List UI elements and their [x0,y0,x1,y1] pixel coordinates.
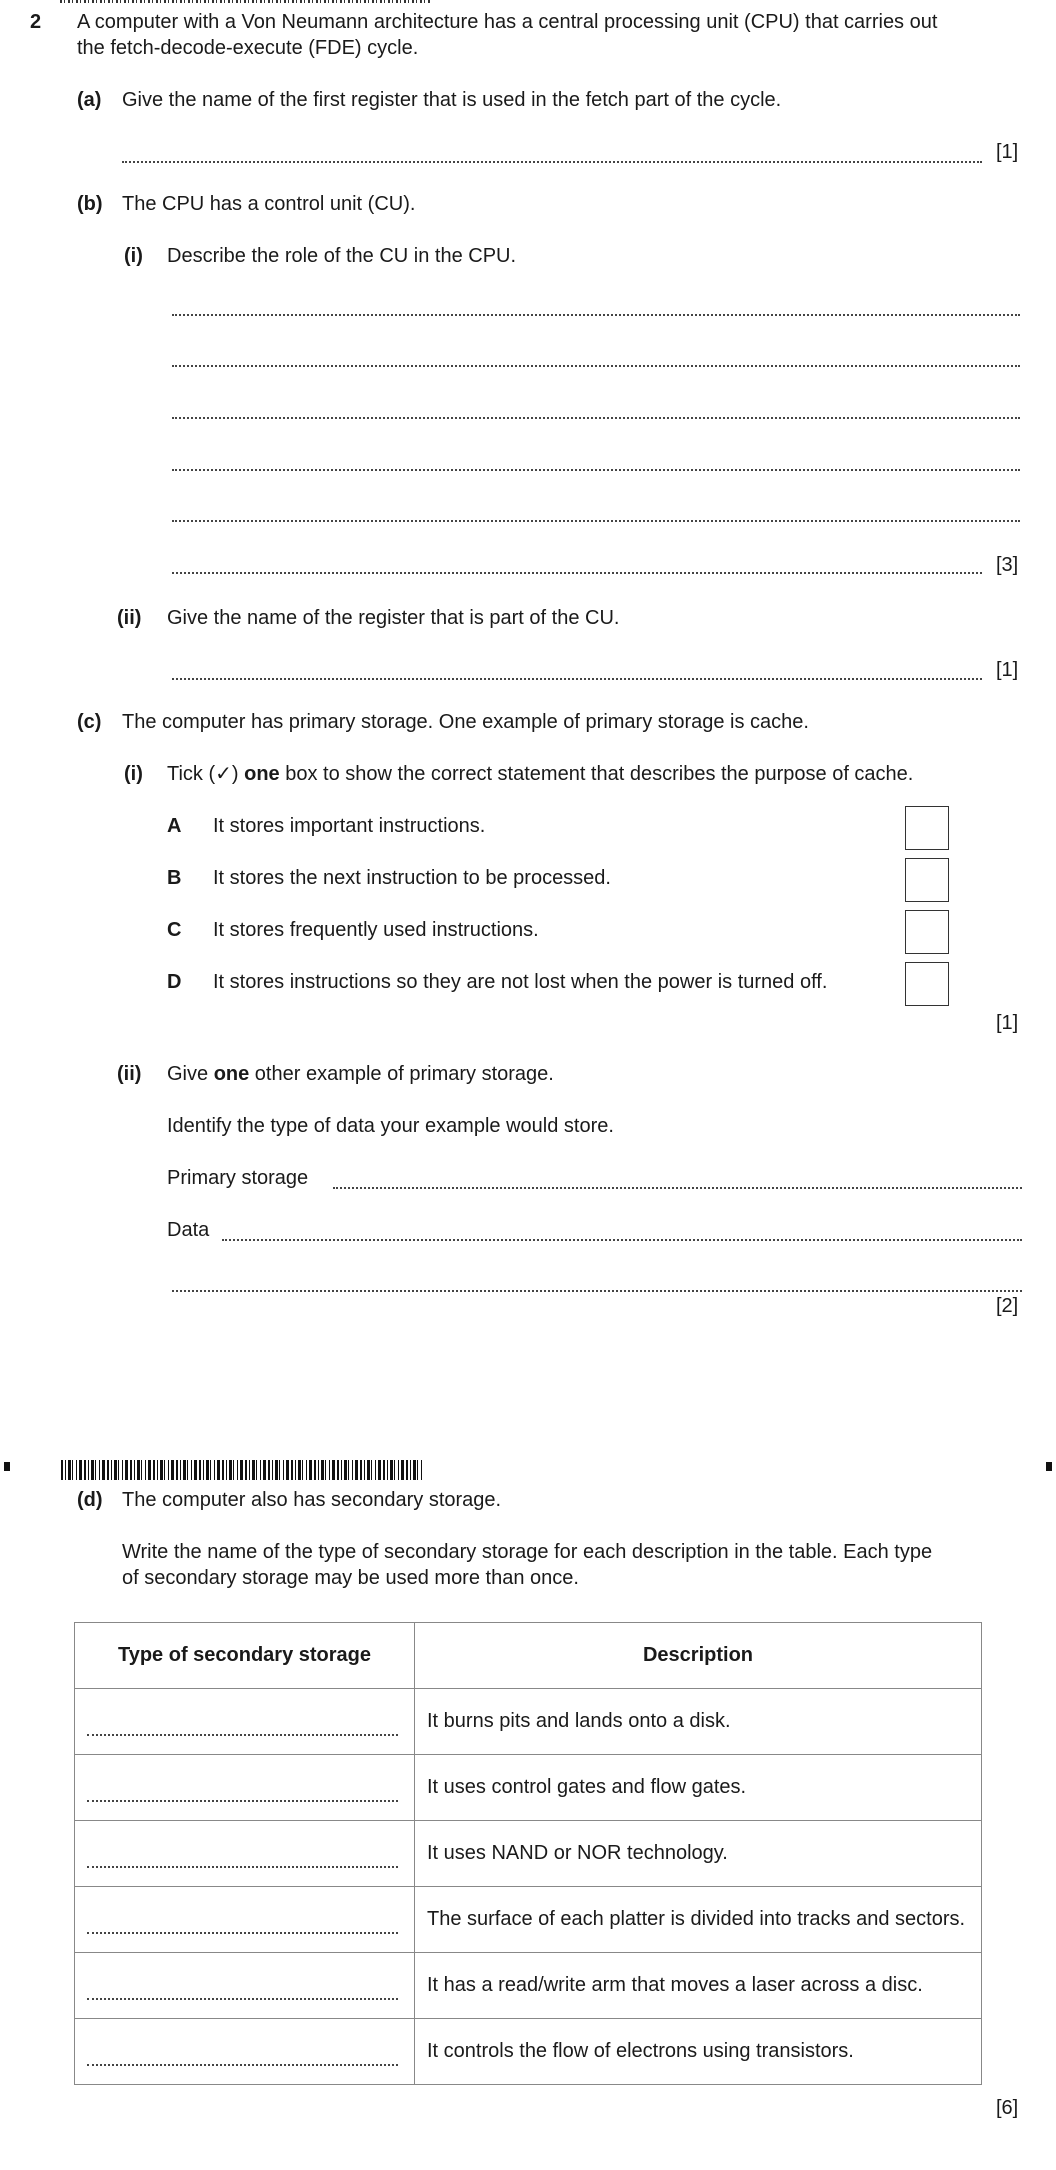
type-answer-cell[interactable] [75,1887,415,1953]
description-cell: It uses control gates and flow gates. [415,1755,982,1821]
part-c-i-marks: [1] [996,1012,1019,1034]
description-cell: The surface of each platter is divided into tracks and sectors. [415,1887,982,1953]
part-d-text2-line1: Write the name of the type of secondary storage for each description in the table. Each type [122,1541,933,1563]
table-row [75,2019,982,2085]
option-d-tick-box[interactable] [905,962,949,1006]
part-b-i-label: (i) [124,245,143,267]
description-cell: It burns pits and lands onto a disk. [415,1689,982,1755]
type-answer-cell[interactable] [75,1821,415,1887]
part-c-i-label: (i) [124,763,143,785]
type-answer-cell[interactable] [75,1689,415,1755]
part-b-i-answer-line-6[interactable] [172,572,982,574]
part-a-marks: [1] [996,141,1019,163]
part-b-i-answer-line-4[interactable] [172,469,1020,471]
part-b-i-answer-line-5[interactable] [172,520,1020,522]
table-row [75,1887,982,1953]
option-c-text: It stores frequently used instructions. [213,919,539,941]
option-b-letter: B [167,867,182,889]
part-c-ii-marks: [2] [996,1295,1019,1317]
part-b-text: The CPU has a control unit (CU). [122,193,416,215]
question-number: 2 [30,11,42,33]
part-c-ii-label: (ii) [117,1063,142,1085]
table-row [75,1689,982,1755]
option-b-text: It stores the next instruction to be processed. [213,867,611,889]
table-header-row [75,1623,982,1689]
part-c-label: (c) [77,711,102,733]
type-answer-cell[interactable] [75,1953,415,2019]
primary-storage-answer-line[interactable] [333,1187,1022,1189]
description-cell: It controls the flow of electrons using transistors. [415,2019,982,2085]
type-answer-line[interactable] [87,1932,398,1934]
option-a-text: It stores important instructions. [213,815,486,837]
part-b-i-answer-line-1[interactable] [172,314,1020,316]
option-a-letter: A [167,815,182,837]
page-barcode [61,1460,423,1480]
type-answer-line[interactable] [87,1734,398,1736]
type-answer-line[interactable] [87,2064,398,2066]
part-c-text: The computer has primary storage. One example of primary storage is cache. [122,711,809,733]
part-a-text: Give the name of the first register that is used in the fetch part of the cycle. [122,89,782,111]
primary-storage-label: Primary storage [167,1167,309,1189]
part-b-i-marks: [3] [996,554,1019,576]
part-a-answer-line[interactable] [122,161,982,163]
header-description: Description [415,1623,982,1689]
table-row [75,1953,982,2019]
part-d-label: (d) [77,1489,103,1511]
part-c-ii-text2: Identify the type of data your example would store. [167,1115,614,1137]
data-answer-line-2[interactable] [172,1290,1022,1292]
option-c-tick-box[interactable] [905,910,949,954]
data-answer-line-1[interactable] [222,1239,1022,1241]
part-a-label: (a) [77,89,102,111]
part-b-ii-answer-line[interactable] [172,678,982,680]
header-type: Type of secondary storage [75,1623,415,1689]
part-d-text2-line2: of secondary storage may be used more than once. [122,1567,579,1589]
part-d-marks: [6] [996,2097,1019,2119]
part-b-ii-label: (ii) [117,607,142,629]
part-c-ii-text: Give one other example of primary storage. [167,1063,554,1085]
option-a-tick-box[interactable] [905,806,949,850]
part-d-text: The computer also has secondary storage. [122,1489,502,1511]
option-b-tick-box[interactable] [905,858,949,902]
description-cell: It has a read/write arm that moves a laser across a disc. [415,1953,982,2019]
question-intro-line2: the fetch-decode-execute (FDE) cycle. [77,37,419,59]
part-b-ii-marks: [1] [996,659,1019,681]
type-answer-cell[interactable] [75,2019,415,2085]
part-c-i-text: Tick (✓) one box to show the correct statement that describes the purpose of cache. [167,763,914,785]
description-cell: It uses NAND or NOR technology. [415,1821,982,1887]
option-c-letter: C [167,919,182,941]
page-corner-mark-left [4,1462,10,1471]
option-d-letter: D [167,971,182,993]
type-answer-line[interactable] [87,1800,398,1802]
top-barcode-strip [60,0,430,3]
type-answer-cell[interactable] [75,1755,415,1821]
secondary-storage-table [74,1622,982,2085]
part-b-label: (b) [77,193,103,215]
data-label: Data [167,1219,210,1241]
type-answer-line[interactable] [87,1998,398,2000]
page-corner-mark-right [1046,1462,1052,1471]
part-b-i-text: Describe the role of the CU in the CPU. [167,245,517,267]
question-intro-line1: A computer with a Von Neumann architecture has a central processing unit (CPU) that carries out [77,11,938,33]
part-b-ii-text: Give the name of the register that is part of the CU. [167,607,620,629]
option-d-text: It stores instructions so they are not lost when the power is turned off. [213,971,828,993]
part-b-i-answer-line-2[interactable] [172,365,1020,367]
table-row [75,1755,982,1821]
type-answer-line[interactable] [87,1866,398,1868]
part-b-i-answer-line-3[interactable] [172,417,1020,419]
table-row [75,1821,982,1887]
